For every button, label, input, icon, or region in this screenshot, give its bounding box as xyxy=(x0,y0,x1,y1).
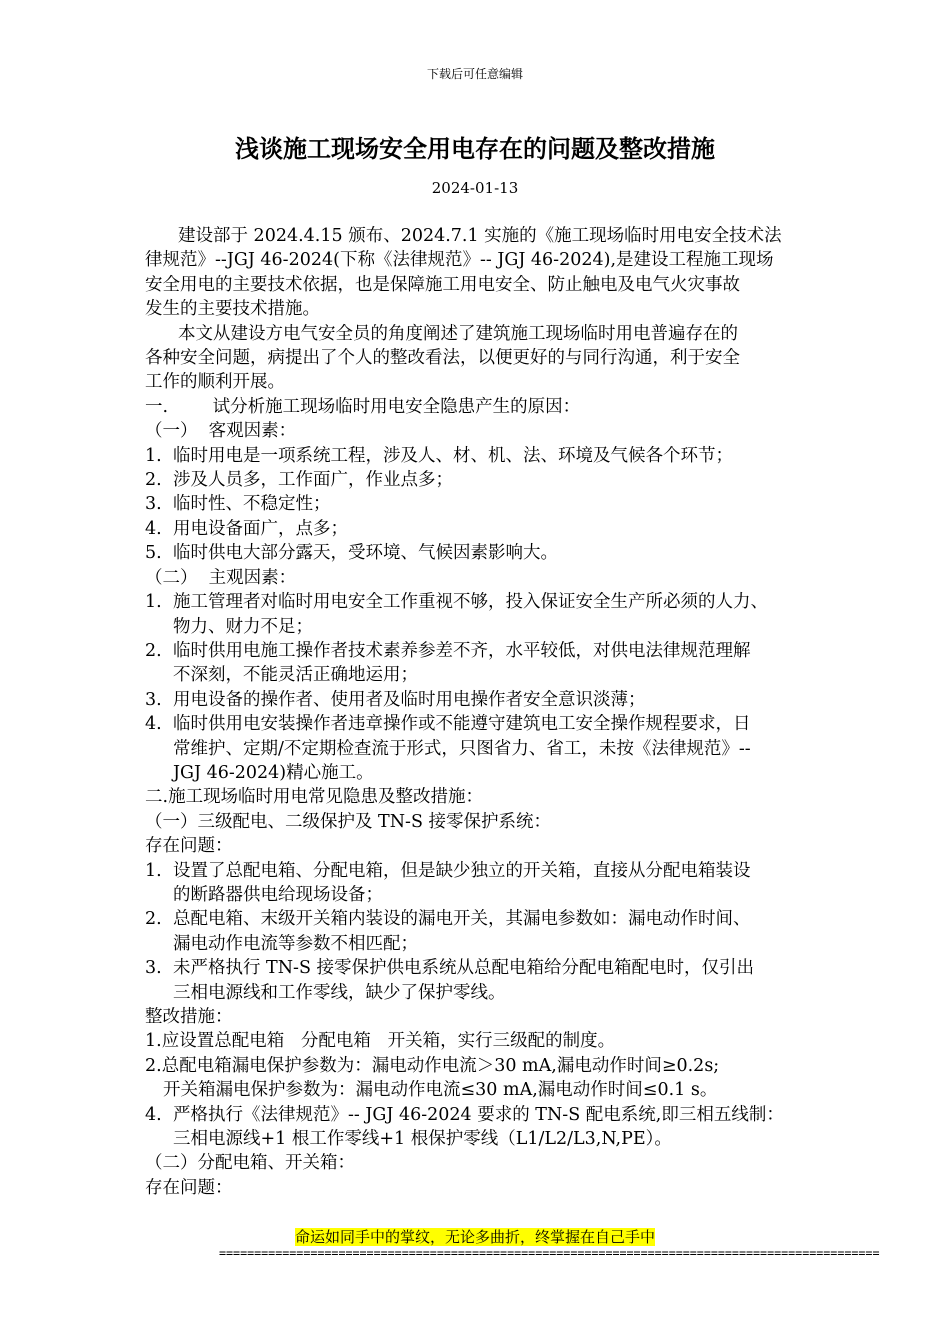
text-line: 临时性、不稳定性； xyxy=(173,494,331,515)
header-note: 下载后可任意编辑 xyxy=(426,67,523,81)
list-number: 3. xyxy=(145,689,162,710)
list-number: 1. xyxy=(145,592,162,613)
text-line: 本文从建设方电气安全员的角度阐述了建筑施工现场临时用电普遍存在的 xyxy=(178,323,738,344)
text-line: 涉及人员多，工作面广，作业点多； xyxy=(173,470,453,491)
list-number: 4. xyxy=(145,714,162,735)
subsection-1-heading: （一）三级配电、二级保护及 TN-S 接零保护系统： xyxy=(145,811,552,832)
text-line: JGJ 46-2024)精心施工。 xyxy=(173,762,374,783)
text-line: 用电设备面广，点多； xyxy=(173,518,348,539)
footer-divider: ============================================================================================== xyxy=(219,1246,880,1260)
section-2-heading: 二.施工现场临时用电常见隐患及整改措施： xyxy=(145,787,484,808)
intro-paragraph-1 xyxy=(145,224,820,322)
subsection-2-heading: （二）分配电箱、开关箱： xyxy=(145,1153,355,1174)
intro-paragraph-2 xyxy=(145,322,820,395)
highlighted-quote-text: 命运如同手中的掌纹，无论多曲折，终掌握在自己手中 xyxy=(294,1228,655,1246)
text-line: 律规范》--JGJ 46-2024(下称《法律规范》-- JGJ 46-2024),是建设工程施工现场 xyxy=(145,250,774,271)
text-line: 物力、财力不足； xyxy=(173,616,313,637)
footer-quote xyxy=(0,1228,950,1246)
text-line: 常维护、定期/不定期检查流于形式，只图省力、省工，未按《法律规范》-- xyxy=(173,738,751,759)
text-line: 漏电动作电流等参数不相匹配； xyxy=(173,933,418,954)
text-line: 的断路器供电给现场设备； xyxy=(173,884,383,905)
text-line: 不深刻，不能灵活正确地运用； xyxy=(173,665,418,686)
list-item xyxy=(145,688,820,712)
list-number: 1. xyxy=(145,445,162,466)
objective-factors-heading: （一） 客观因素： xyxy=(145,421,297,442)
list-item xyxy=(145,444,820,468)
text-line: 施工管理者对临时用电安全工作重视不够，投入保证安全生产所必须的人力、 xyxy=(173,592,768,613)
measure-1: 1.应设置总配电箱 分配电箱 开关箱，实行三级配的制度。 xyxy=(145,1031,616,1052)
list-item xyxy=(145,956,820,1005)
list-item xyxy=(145,517,820,541)
text-line: 发生的主要技术措施。 xyxy=(145,299,320,320)
section-1-heading: 一. 试分析施工现场临时用电安全隐患产生的原因： xyxy=(145,396,581,417)
list-item xyxy=(145,492,820,516)
list-item xyxy=(145,907,820,956)
text-line: 工作的顺利开展。 xyxy=(145,372,285,393)
text-line: 总配电箱、末级开关箱内装设的漏电开关，其漏电参数如：漏电动作时间、 xyxy=(173,909,751,930)
text-line: 建设部于 2024.4.15 颁布、2024.7.1 实施的《施工现场临时用电安全技术法 xyxy=(178,226,782,246)
text-line: 三相电源线+1 根工作零线+1 根保护零线（L1/L2/L3,N,PE）。 xyxy=(173,1129,672,1150)
text-line: 安全用电的主要技术依据，也是保障施工用电安全、防止触电及电气火灾事故 xyxy=(145,274,740,295)
list-number: 2. xyxy=(145,909,162,930)
text-line: 用电设备的操作者、使用者及临时用电操作者安全意识淡薄； xyxy=(173,689,646,710)
text-line: 各种安全问题，病提出了个人的整改看法，以便更好的与同行沟通，利于安全 xyxy=(145,348,740,369)
list-item xyxy=(145,639,820,688)
measure-2: 2.总配电箱漏电保护参数为：漏电动作电流＞30 mA,漏电动作时间≥0.2s; xyxy=(145,1055,720,1076)
text-line: 设置了总配电箱、分配电箱，但是缺少独立的开关箱，直接从分配电箱装设 xyxy=(173,860,751,881)
list-number: 5. xyxy=(145,543,162,564)
list-item xyxy=(145,712,820,785)
text-line: 三相电源线和工作零线，缺少了保护零线。 xyxy=(173,982,506,1003)
list-item xyxy=(145,1103,820,1152)
list-number: 4. xyxy=(145,1104,162,1125)
problems-label: 存在问题： xyxy=(145,1177,233,1198)
measure-2-continued: 开关箱漏电保护参数为：漏电动作电流≤30 mA,漏电动作时间≤0.1 s。 xyxy=(163,1080,718,1101)
list-item xyxy=(145,859,820,908)
document-date: 2024-01-13 xyxy=(431,179,519,197)
text-line: 临时供用电施工操作者技术素养参差不齐，水平较低，对供电法律规范理解 xyxy=(173,640,751,661)
text-line: 严格执行《法律规范》-- JGJ 46-2024 要求的 TN-S 配电系统,即三相五线制： xyxy=(173,1104,784,1125)
document-title: 浅谈施工现场安全用电存在的问题及整改措施 xyxy=(235,134,715,163)
measures-label: 整改措施： xyxy=(145,1007,233,1027)
text-line: 临时供用电安装操作者违章操作或不能遵守建筑电工安全操作规程要求，日 xyxy=(173,714,751,735)
document-body xyxy=(145,224,820,1200)
text-line: 未严格执行 TN-S 接零保护供电系统从总配电箱给分配电箱配电时，仅引出 xyxy=(173,958,755,979)
list-number: 3. xyxy=(145,958,162,979)
list-item xyxy=(145,468,820,492)
list-item xyxy=(145,541,820,565)
problems-label: 存在问题： xyxy=(145,836,233,857)
text-line: 临时供电大部分露天，受环境、气候因素影响大。 xyxy=(173,543,558,564)
subjective-factors-heading: （二） 主观因素： xyxy=(145,567,297,588)
list-item xyxy=(145,590,820,639)
list-number: 2. xyxy=(145,470,162,491)
list-number: 4. xyxy=(145,518,162,539)
text-line: 临时用电是一项系统工程，涉及人、材、机、法、环境及气候各个环节； xyxy=(173,445,733,466)
list-number: 1. xyxy=(145,860,162,881)
list-number: 3. xyxy=(145,494,162,515)
list-number: 2. xyxy=(145,640,162,661)
